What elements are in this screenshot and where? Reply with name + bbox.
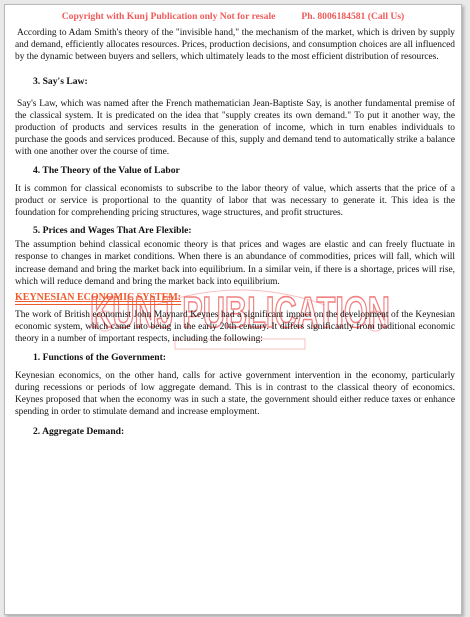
page-header bbox=[5, 11, 461, 22]
document-page bbox=[4, 4, 462, 615]
heading-says-law: 3. Say's Law: bbox=[33, 75, 88, 87]
heading-keynesian-system: KEYNESIAN ECONOMIC SYSTEM: bbox=[15, 292, 182, 304]
heading-aggregate-demand: 2. Aggregate Demand: bbox=[33, 426, 125, 438]
paragraph-keynesian-intro: The work of British economist John Maynard Keynes had a significant impact on the development of the Keynesian economic system, which came into being in the early 20th century. It differs significantly from traditional economic theory in a number of important respects, including the following: bbox=[15, 310, 455, 345]
document-body bbox=[15, 27, 455, 438]
heading-labor-value: 4. The Theory of the Value of Labor bbox=[33, 164, 180, 176]
paragraph-labor-value: It is common for classical economists to subscribe to the labor theory of value, which asserts that the price of a product or service is proportional to the quantity of labor that was necessary to generate it. This idea is the foundation for comprehending pricing structures, wage structures, and profit structures. bbox=[15, 183, 455, 219]
paragraph-invisible-hand: According to Adam Smith's theory of the "invisible hand," the mechanism of the market, which is driven by supply and demand, efficiently allocates resources. Prices, production decisions, and consumption choices are all influenced by the dynamic between buyers and sellers, which ultimately leads to the most efficient distribution of resources. bbox=[15, 28, 455, 63]
paragraph-flexible-prices: The assumption behind classical economic theory is that prices and wages are elastic and can freely fluctuate in response to changes in market conditions. When there is an abundance of commodities, prices will fall, which will increase demand and bring the market back into equilibrium. In a similar vein, if there is a shortage, prices will rise, which will reduce demand and bring the market back into equilibrium. bbox=[15, 240, 455, 287]
heading-government-functions: 1. Functions of the Government: bbox=[33, 351, 166, 363]
watermark-text: KUNJ PUBLICATION bbox=[90, 288, 390, 337]
phone-number: Ph. 8006184581 (Call Us) bbox=[301, 11, 405, 22]
heading-flexible-prices: 5. Prices and Wages That Are Flexible: bbox=[33, 225, 192, 237]
paragraph-says-law: Say's Law, which was named after the French mathematician Jean-Baptiste Say, is another fundamental premise of the classical system. It is predicated on the idea that "supply creates its own demand." To put it another way, the production of products and services results in the generation of income, which in turn enables individuals to purchase the goods and services produced. Because of this, supply and demand tend to automatically strike a balance with one another over the course of time. bbox=[15, 98, 455, 158]
paragraph-government-functions: Keynesian economics, on the other hand, calls for active government intervention in the economy, particularly during recessions or periods of low aggregate demand. This is in contrast to the classical theory of economics. Keynes proposed that when the economy was in such a state, the government should either reduce taxes or enhance spending in order to stimulate demand and increase employment. bbox=[15, 370, 455, 418]
copyright-notice: Copyright with Kunj Publication only Not for resale bbox=[61, 11, 276, 22]
